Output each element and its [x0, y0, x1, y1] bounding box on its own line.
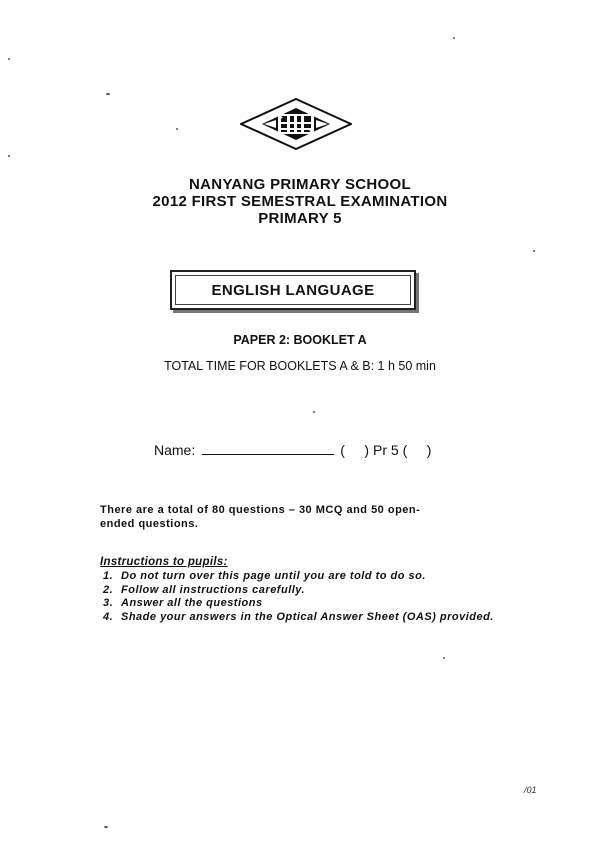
page-mark: /01 [524, 785, 537, 795]
instruction-number: 1. [103, 570, 114, 582]
total-time: TOTAL TIME FOR BOOKLETS A & B: 1 h 50 min [164, 359, 436, 373]
instruction-number: 4. [103, 610, 114, 623]
scan-speck [8, 155, 10, 157]
name-row [154, 442, 431, 458]
instruction-text: Shade your answers in the Optical Answer Sheet (OAS) provided. [121, 610, 494, 623]
index-number-bracket[interactable]: ( ) [340, 442, 370, 458]
instruction-text: Do not turn over this page until you are told to do so. [121, 570, 426, 582]
instruction-number: 2. [103, 583, 114, 596]
scan-speck [104, 826, 108, 828]
instruction-text: Answer all the questions [121, 597, 263, 609]
school-crest-logo [240, 98, 352, 150]
scan-speck [313, 411, 315, 413]
exam-title: 2012 FIRST SEMESTRAL EXAMINATION [152, 193, 448, 210]
scan-speck [533, 250, 535, 252]
paper-title: PAPER 2: BOOKLET A [233, 333, 367, 347]
instruction-item [103, 597, 503, 611]
subject-title: ENGLISH LANGUAGE [175, 275, 411, 305]
instruction-item [103, 570, 503, 584]
name-label: Name: [154, 442, 196, 458]
scan-speck [443, 657, 445, 659]
instruction-item [103, 584, 503, 598]
instruction-item [103, 611, 503, 625]
school-name: NANYANG PRIMARY SCHOOL [189, 176, 411, 193]
name-field[interactable] [202, 442, 334, 455]
class-label[interactable]: Pr 5 ( ) [373, 442, 432, 458]
scan-speck [8, 58, 10, 60]
scan-speck [106, 93, 110, 95]
subject-box [170, 270, 416, 310]
level-title: PRIMARY 5 [258, 210, 342, 227]
scan-speck [453, 37, 455, 39]
instructions-heading: Instructions to pupils: [100, 556, 228, 568]
instruction-text: Follow all instructions carefully. [121, 583, 306, 596]
scan-speck [176, 128, 178, 130]
instruction-number: 3. [103, 597, 114, 609]
question-count-info: There are a total of 80 questions – 30 MCQ and 50 open-ended questions. [100, 504, 421, 530]
instructions-list [103, 570, 503, 624]
